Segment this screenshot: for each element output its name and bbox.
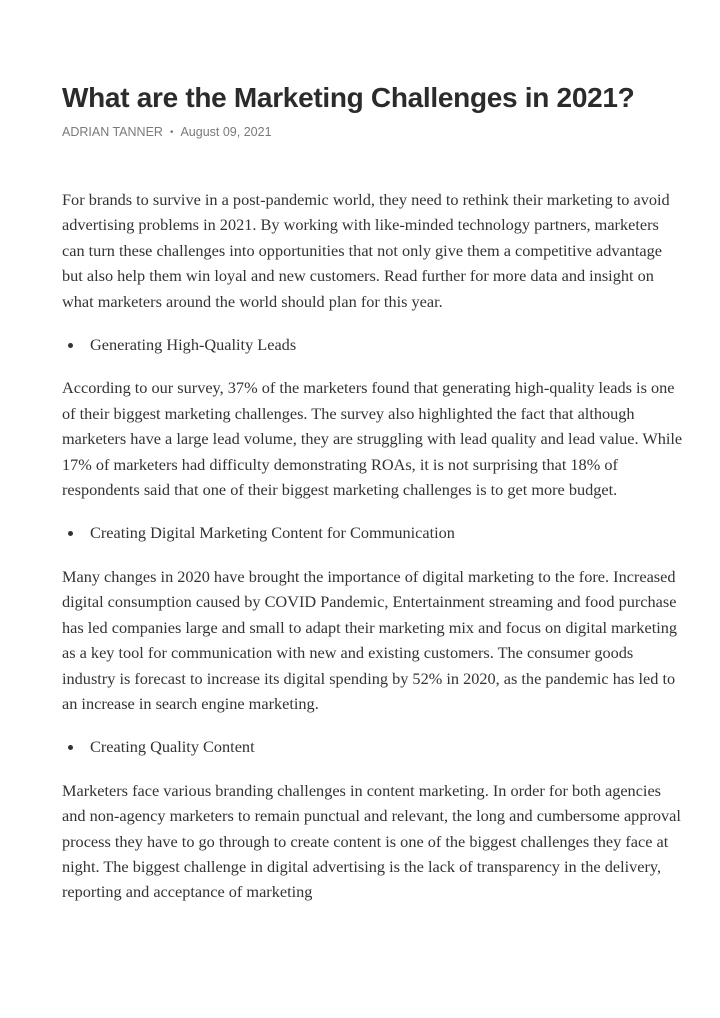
- bullet-icon: [68, 343, 73, 348]
- section-paragraph-quality-content: Marketers face various branding challenges in content marketing. In order for both agencies and non-agency marketers to remain punctual and relevant, the long and cumbersome approval process they have to go through to create content is one of the biggest challenges they face at night. The biggest challenge in digital advertising is the lack of transparency in the delivery, reporting and acceptance of marketing: [62, 780, 681, 902]
- article-body: [62, 187, 684, 923]
- bullet-icon: [68, 531, 73, 536]
- intro-paragraph: For brands to survive in a post-pandemic world, they need to rethink their marketing to avoid advertising problems in 2021. By working with like-minded technology partners, marketers can turn these challenges into opportunities that not only give them a competitive advantage but also help them win loyal and new customers. Read further for more data and insight on what marketers around the world should plan for this year.: [62, 190, 670, 311]
- section-heading-quality-content: [62, 734, 684, 759]
- section-paragraph-digital-content: Many changes in 2020 have brought the importance of digital marketing to the fore. Increased digital consumption caused by COVID Pandemic, Entertainment streaming and food purchase has led companies large and small to adapt their marketing mix and focus on digital marketing as a key tool for communication with new and existing customers. The consumer goods industry is forecast to increase its digital spending by 52% in 2020, as the pandemic has led to an increase in search engine marketing.: [62, 566, 678, 713]
- author-name[interactable]: ADRIAN TANNER: [62, 125, 163, 139]
- section-heading-leads: [62, 332, 684, 357]
- meta-separator: •: [169, 127, 174, 138]
- section-heading-digital-content: [62, 520, 684, 545]
- section-paragraph-leads: According to our survey, 37% of the marketers found that generating high-quality leads is one of their biggest marketing challenges. The survey also highlighted the fact that although marketers have a large lead volume, they are struggling with lead quality and lead value. While 17% of marketers had difficulty demonstrating ROAs, it is not surprising that 18% of respondents said that one of their biggest marketing challenges is to get more budget.: [62, 378, 683, 500]
- section-heading-text: Creating Quality Content: [90, 737, 255, 757]
- article-title: What are the Marketing Challenges in 2021?: [62, 82, 635, 113]
- section-heading-text: Creating Digital Marketing Content for Communication: [90, 523, 455, 543]
- publish-date: August 09, 2021: [180, 125, 272, 139]
- section-heading-text: Generating High-Quality Leads: [90, 335, 297, 355]
- article-meta: [62, 123, 272, 142]
- bullet-icon: [68, 745, 73, 750]
